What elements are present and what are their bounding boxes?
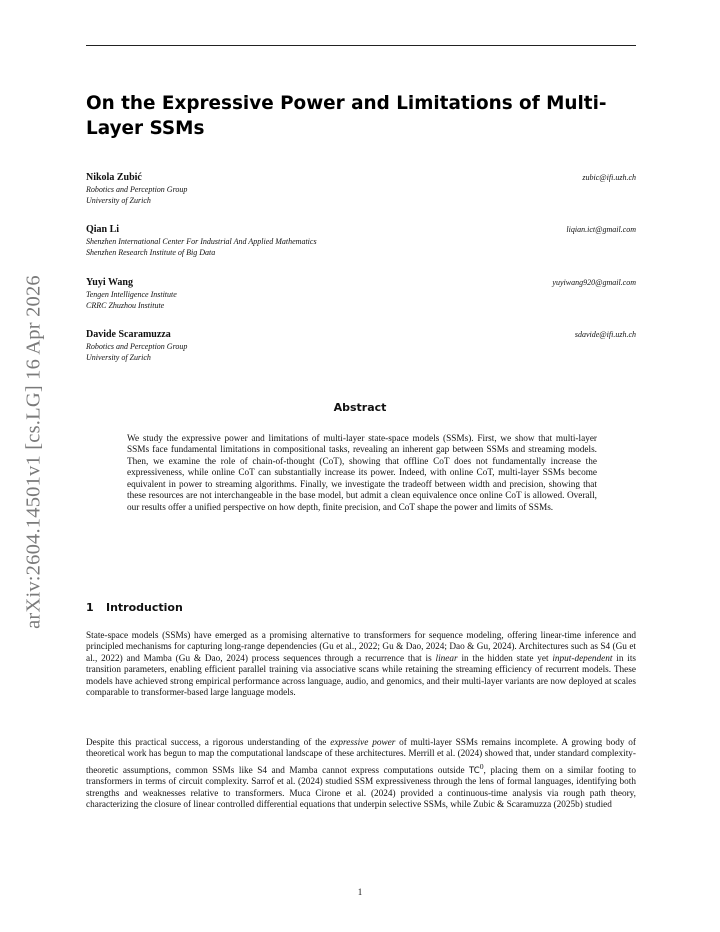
author-block <box>86 224 636 258</box>
author-email[interactable]: liqian.ict@gmail.com <box>566 225 636 234</box>
author-name: Yuyi Wang <box>86 277 133 288</box>
paragraph-text: Despite this practical success, a rigorous understanding of the <box>86 738 331 748</box>
complexity-superscript: 0 <box>479 761 484 771</box>
emphasis-text: expressive power <box>330 738 396 748</box>
author-affiliation: University of Zurich <box>86 196 151 205</box>
arxiv-identifier: arXiv:2604.14501v1 [cs.LG] 16 Apr 2026 <box>22 275 45 629</box>
author-affiliation: University of Zurich <box>86 353 151 362</box>
author-block <box>86 172 636 206</box>
author-affiliation: CRRC Zhuzhou Institute <box>86 301 165 310</box>
author-affiliation: Tengen Intelligence Institute <box>86 290 177 299</box>
author-affiliation: Robotics and Perception Group <box>86 185 188 194</box>
paragraph-text: , placing them on a similar footing to transformers in terms of circuit complexity. Sarrof et al. (2024) studied SSM expressiveness through the lens of formal languages, identifying both strengths and weaknesses relative to transformers. Muca Cirone et al. (2024) provided a continuous-time analysis via rough path theory, characterizing the closure of linear controlled differential equations that underpin selective SSMs, while Zubic & Scaramuzza (2025b) studied <box>86 765 636 811</box>
author-affiliation: Shenzhen International Center For Industrial And Applied Mathematics <box>86 237 317 246</box>
paragraph-text: State-space models (SSMs) have emerged as a promising alternative to transformers for sequence modeling, offering linear-time inference and principled mechanisms for capturing long-range dependencies (Gu et al., 2022; Gu & Dao, 2024; Dao & Gu, 2024). Architectures such as S4 (Gu et al., 2022) and Mamba (Gu & Dao, 2024) process sequences through a recurrence that is <box>86 631 636 664</box>
abstract-heading: Abstract <box>333 401 387 414</box>
author-affiliation: Robotics and Perception Group <box>86 342 188 351</box>
abstract-text: We study the expressive power and limitations of multi-layer state-space models (SSMs). First, we show that multi-layer SSMs face fundamental limitations in compositional tasks, revealing an inherent gap between SSMs and streaming models. Then, we examine the role of chain-of-thought (CoT), showing that offline CoT does not fundamentally increase the expressiveness, while online CoT can substantially increase its power. Indeed, with online CoT, multi-layer SSMs become equivalent in power to streaming algorithms. Finally, we investigate the tradeoff between width and precision, showing that these resources are not interchangeable in the base model, but admit a clean equivalence once online CoT is allowed. Overall, our results offer a unified perspective on how depth, finite precision, and CoT shape the power and limits of SSMs. <box>127 434 597 513</box>
author-affiliation: Shenzhen Research Institute of Big Data <box>86 248 216 257</box>
author-name: Nikola Zubić <box>86 172 142 183</box>
author-name: Davide Scaramuzza <box>86 329 171 340</box>
paragraph-text: of multi-layer SSMs remains incomplete. A growing body of theoretical work has begun to map the computational landscape of these architectures. Merrill et al. (2024) showed that, under standard complexity-theoretic assumptions, common SSMs like S4 and Mamba cannot express computations outside <box>86 738 636 776</box>
top-rule <box>86 45 636 46</box>
emphasis-text: input-dependent <box>552 653 613 664</box>
body-paragraph <box>86 631 636 700</box>
section-title: Introduction <box>106 601 183 614</box>
author-name: Qian Li <box>86 224 120 235</box>
emphasis-text: linear <box>435 653 458 664</box>
paper-title: On the Expressive Power and Limitations of Multi-Layer SSMs <box>86 93 607 139</box>
page-number: 1 <box>357 887 363 897</box>
author-email[interactable]: yuyiwang920@gmail.com <box>552 278 636 287</box>
body-paragraph <box>86 738 636 812</box>
section-heading <box>86 601 183 614</box>
author-email[interactable]: zubic@ifi.uzh.ch <box>582 173 636 182</box>
author-block <box>86 329 636 363</box>
complexity-class: TC <box>469 765 480 776</box>
author-block <box>86 277 636 311</box>
paragraph-text: in its transition parameters, enabling efficient parallel training via associative scans while retaining the streaming efficiency of recurrent models. These models have achieved strong empirical performance across language, audio, and genomics, and their multi-layer variants are now deployed at scales comparable to transformer-based large language models. <box>86 653 636 699</box>
paragraph-text: in the hidden state yet <box>457 653 553 664</box>
section-number: 1 <box>86 601 94 614</box>
author-email[interactable]: sdavide@ifi.uzh.ch <box>574 330 636 339</box>
